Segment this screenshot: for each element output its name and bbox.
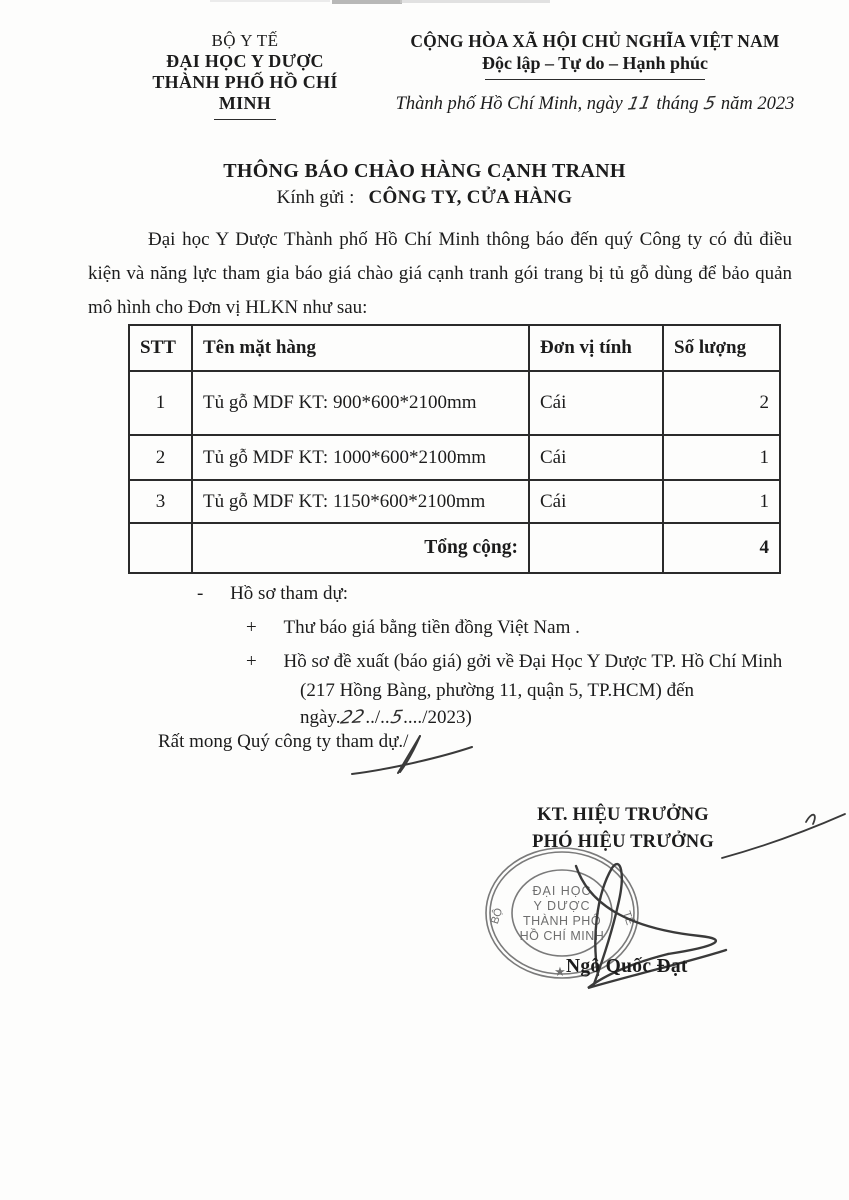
handwritten-deadline-day: 22	[339, 706, 367, 729]
date-line	[386, 93, 804, 115]
cell-qty: 2	[663, 371, 780, 435]
document-title-block	[0, 160, 849, 209]
stamp-text-line4: HỒ CHÍ MINH	[519, 929, 605, 943]
table-row	[129, 371, 780, 435]
table-total-row	[129, 523, 780, 573]
stamp-text-line2: Y DƯỢC	[533, 899, 591, 913]
deadline-dots-2: ..../2023)	[403, 707, 472, 728]
signatory-name: Ngô Quốc Đạt	[566, 956, 688, 977]
table-row	[129, 435, 780, 480]
dash-bullet: -	[197, 583, 204, 604]
national-motto-line1: CỘNG HÒA XÃ HỘI CHỦ NGHĨA VIỆT NAM	[410, 31, 780, 51]
motto-underline	[485, 79, 705, 80]
handwritten-deadline-month: 5	[388, 706, 405, 729]
total-qty: 4	[663, 523, 780, 573]
cell-qty: 1	[663, 480, 780, 523]
signatory-title-2: PHÓ HIỆU TRƯỞNG	[532, 832, 714, 852]
cell-qty: 1	[663, 435, 780, 480]
letterhead-issuer	[126, 30, 364, 120]
intro-paragraph: Đại học Y Dược Thành phố Hồ Chí Minh thông báo đến quý Công ty có đủ điều kiện và năng lực tham gia báo giá chào giá cạnh tranh gói trang bị tủ gỗ dùng để bảo quản mô hình cho Đơn vị HLKN như sau:	[88, 229, 792, 318]
col-header-stt: STT	[129, 325, 192, 371]
cell-unit: Cái	[529, 435, 663, 480]
signatory-title-1: KT. HIỆU TRƯỞNG	[537, 805, 709, 825]
plus-bullet: +	[246, 651, 257, 672]
issuer-university-line1: ĐẠI HỌC Y DƯỢC	[166, 51, 324, 71]
signatory-titles	[452, 802, 794, 856]
cell-stt: 2	[129, 435, 192, 480]
col-header-qty: Số lượng	[663, 325, 780, 371]
salutation-line	[0, 187, 849, 209]
document-title: THÔNG BÁO CHÀO HÀNG CẠNH TRANH	[223, 160, 626, 182]
dossier-item-1-text: Thư báo giá bằng tiền đồng Việt Nam .	[283, 617, 580, 638]
cell-unit: Cái	[529, 371, 663, 435]
cell-item-name: Tủ gỗ MDF KT: 900*600*2100mm	[192, 371, 529, 435]
dossier-item-1	[246, 617, 580, 639]
table-header-row	[129, 325, 780, 371]
scan-artifact	[0, 0, 849, 10]
handwritten-month: 5	[702, 93, 718, 115]
dossier-heading-line	[197, 583, 348, 605]
letterhead-national	[386, 30, 804, 115]
handwritten-day: 11	[626, 93, 653, 115]
stamp-text-line1: ĐẠI HỌC	[532, 884, 592, 898]
items-table	[128, 324, 781, 574]
issuer-underline	[214, 119, 276, 120]
stamp-star-icon: ★	[554, 964, 566, 979]
cell-empty	[529, 523, 663, 573]
cell-unit: Cái	[529, 480, 663, 523]
deadline-prefix: ngày.	[300, 707, 341, 728]
table-row	[129, 480, 780, 523]
stamp-ring-right: TẾ	[619, 909, 636, 927]
stamp-ring-left: BỘ	[488, 906, 506, 926]
date-suffix: năm 2023	[720, 94, 795, 114]
dossier-item-2-line2: (217 Hồng Bàng, phường 11, quận 5, TP.HCM) đến	[300, 680, 694, 701]
plus-bullet: +	[246, 617, 257, 638]
issuer-university-line2: THÀNH PHỐ HỒ CHÍ MINH	[152, 72, 338, 113]
national-motto-line2: Độc lập – Tự do – Hạnh phúc	[481, 53, 709, 73]
cell-item-name: Tủ gỗ MDF KT: 1150*600*2100mm	[192, 480, 529, 523]
issuer-ministry: BỘ Y TẾ	[211, 31, 279, 50]
cell-item-name: Tủ gỗ MDF KT: 1000*600*2100mm	[192, 435, 529, 480]
stamp-text-line3: THÀNH PHỐ	[522, 914, 602, 928]
dossier-heading: Hồ sơ tham dự:	[230, 583, 349, 604]
dossier-deadline-line	[300, 707, 472, 729]
dossier-item-2-line1: Hồ sơ đề xuất (báo giá) gởi về Đại Học Y Dược TP. Hồ Chí Minh	[283, 651, 783, 672]
salutation-recipient: CÔNG TY, CỬA HÀNG	[368, 187, 573, 208]
cell-stt: 1	[129, 371, 192, 435]
date-prefix: Thành phố Hồ Chí Minh, ngày	[395, 94, 623, 114]
cell-stt: 3	[129, 480, 192, 523]
deadline-dots-1: ../..	[365, 707, 390, 728]
col-header-name: Tên mặt hàng	[192, 325, 529, 371]
salutation-label: Kính gửi :	[276, 187, 355, 208]
cell-empty	[129, 523, 192, 573]
col-header-unit: Đơn vị tính	[529, 325, 663, 371]
date-mid: tháng	[656, 94, 699, 114]
closing-sentence: Rất mong Quý công ty tham dự./	[158, 731, 409, 752]
total-label: Tổng cộng:	[192, 523, 529, 573]
dossier-item-2	[246, 651, 782, 673]
